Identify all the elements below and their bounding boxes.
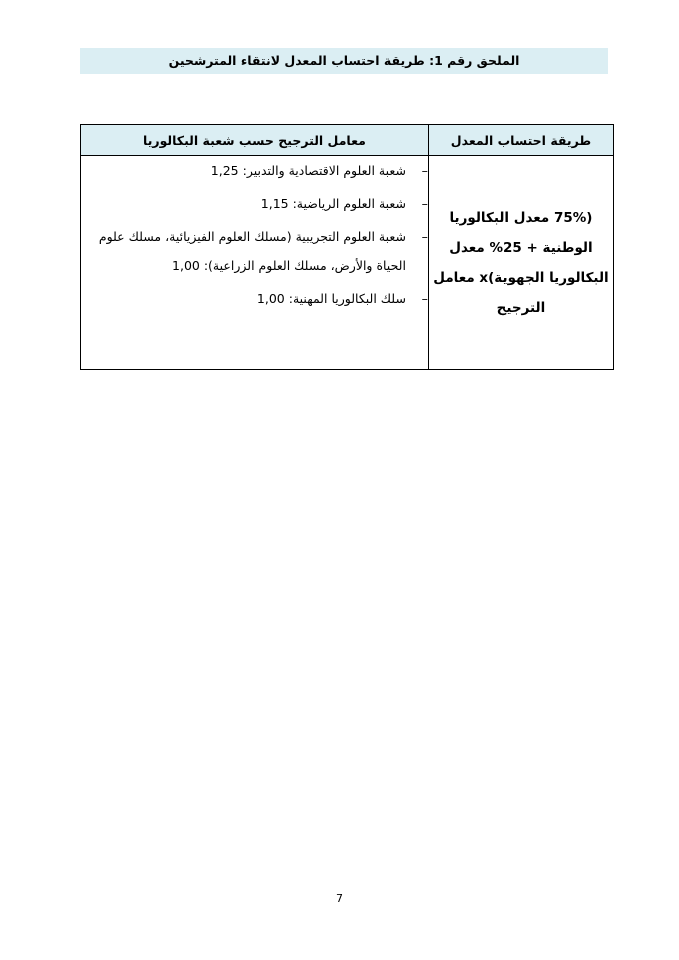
list-item-text: شعبة العلوم الاقتصادية والتدبير: 1,25: [210, 163, 406, 178]
method-formula-text: (75% معدل البكالوريا الوطنية + 25% معدل البكالوريا الجهوية)x معامل الترجيح: [433, 209, 609, 316]
coefficients-cell: [81, 156, 429, 370]
dash-bullet-icon: –: [421, 291, 428, 306]
dash-bullet-icon: –: [421, 163, 428, 178]
column-header-method: طريقة احتساب المعدل: [428, 125, 613, 156]
annex-title: الملحق رقم 1: طريقة احتساب المعدل لانتقاء المترشحين: [80, 48, 608, 74]
average-calculation-table: [80, 124, 614, 370]
list-item: [81, 189, 428, 218]
column-header-coefficients: معامل الترجيح حسب شعبة البكالوريا: [81, 125, 429, 156]
list-item-text: شعبة العلوم التجريبية (مسلك العلوم الفيزيائية، مسلك علوم الحياة والأرض، مسلك العلوم الزراعية): 1,00: [98, 229, 406, 273]
list-item: [81, 156, 428, 185]
table-header-row: [81, 125, 614, 156]
dash-bullet-icon: –: [421, 229, 428, 244]
list-item-text: شعبة العلوم الرياضية: 1,15: [260, 196, 406, 211]
coefficients-list: [81, 156, 428, 313]
dash-bullet-icon: –: [421, 196, 428, 211]
list-item-text: سلك البكالوريا المهنية: 1,00: [256, 291, 406, 306]
list-item: [81, 284, 428, 313]
table-row: [81, 156, 614, 370]
page-number: 7: [336, 892, 343, 905]
list-item: [81, 222, 428, 280]
method-formula-cell: [428, 156, 613, 370]
